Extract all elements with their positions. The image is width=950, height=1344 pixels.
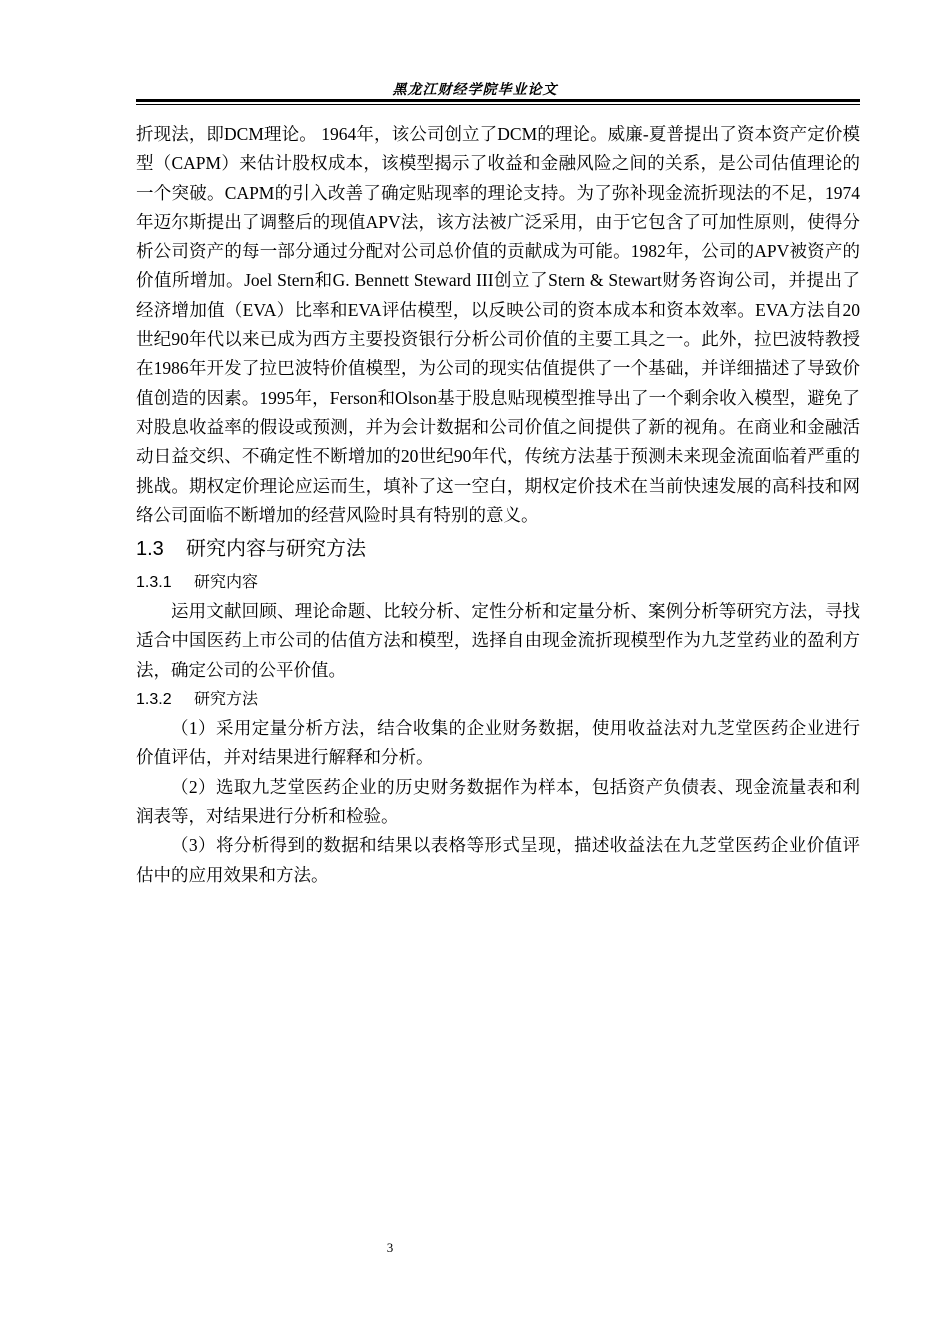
header-rule-thick <box>136 99 860 102</box>
section-heading-1-3 <box>136 532 860 566</box>
subsection-number: 1.3.1 <box>136 574 172 592</box>
subsection-number: 1.3.2 <box>136 691 172 709</box>
subsection-heading-1-3-1 <box>136 568 860 597</box>
research-content-paragraph: 运用文献回顾、理论命题、比较分析、定性分析和定量分析、案例分析等研究方法，寻找适合中国医药上市公司的估值方法和模型，选择自由现金流折现模型作为九芝堂药业的盈利方法，确定公司的公平价值。 <box>136 601 860 680</box>
continued-paragraph: 折现法，即DCM理论。 1964年，该公司创立了DCM的理论。威廉-夏普提出了资本资产定价模型（CAPM）来估计股权成本，该模型揭示了收益和金融风险之间的关系，是公司估值理论的一个突破。CAPM的引入改善了确定贴现率的理论支持。为了弥补现金流折现法的不足，1974年迈尔斯提出了调整后的现值APV法，该方法被广泛采用，由于它包含了可加性原则，使得分析公司资产的每一部分通过分配对公司总价值的贡献成为可能。1982年，公司的APV被资产的价值所增加。Joel Stern和G. Bennett Steward III创立了Stern & Stewart财务咨询公司，并提出了经济增加值（EVA）比率和EVA评估模型，以反映公司的资本成本和资本效率。EVA方法自20世纪90年代以来已成为西方主要投资银行分析公司价值的主要工具之一。此外，拉巴波特教授在1986年开发了拉巴波特价值模型，为公司的现实估值提供了一个基础，并详细描述了导致价值创造的因素。1995年，Ferson和Olson基于股息贴现模型推导出了一个剩余收入模型，避免了对股息收益率的假设或预测，并为会计数据和公司价值之间提供了新的视角。在商业和金融活动日益交织、不确定性不断增加的20世纪90年代，传统方法基于预测未来现金流面临着严重的挑战。期权定价理论应运而生，填补了这一空白，期权定价技术在当前快速发展的高科技和网络公司面临不断增加的经营风险时具有特别的意义。 <box>136 124 860 525</box>
running-header-title: 黑龙江财经学院毕业论文 <box>392 82 558 98</box>
section-number: 1.3 <box>136 538 164 561</box>
header-rule-thin <box>136 104 860 105</box>
subsection-title: 研究内容 <box>194 574 259 592</box>
method-item-2: （2）选取九芝堂医药企业的历史财务数据作为样本，包括资产负债表、现金流量表和利润表等，对结果进行分析和检验。 <box>136 776 860 826</box>
subsection-title: 研究方法 <box>194 691 259 709</box>
document-body <box>136 120 860 890</box>
method-item-3: （3）将分析得到的数据和结果以表格等形式呈现，描述收益法在九芝堂医药企业价值评估中的应用效果和方法。 <box>136 835 860 885</box>
section-title: 研究内容与研究方法 <box>186 538 366 561</box>
page-number: 3 <box>386 1240 394 1255</box>
subsection-heading-1-3-2 <box>136 685 860 714</box>
method-item-1: （1）采用定量分析方法，结合收集的企业财务数据，使用收益法对九芝堂医药企业进行价值评估，并对结果进行解释和分析。 <box>136 718 860 768</box>
